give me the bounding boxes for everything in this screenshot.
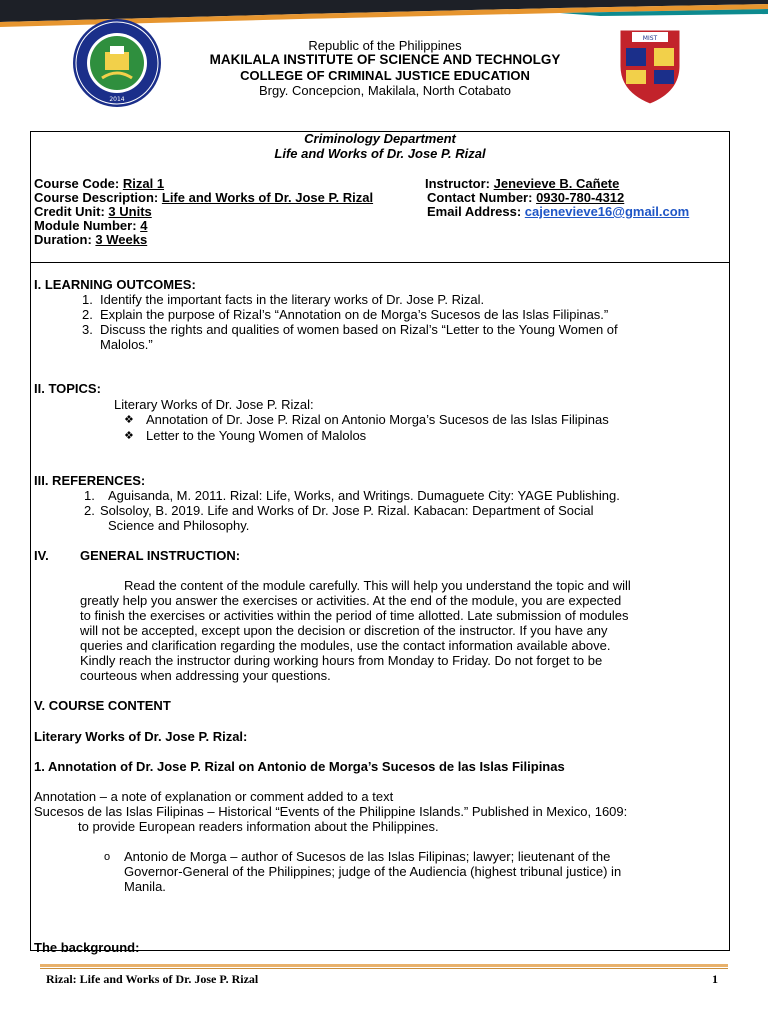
department-title: Criminology Department	[304, 131, 456, 146]
course-code-label: Course Code:	[34, 176, 120, 191]
outcome-3-text: Discuss the rights and qualities of women based on Rizal’s “Letter to the Young Women of	[100, 322, 618, 337]
instructor-value: Jenevieve B. Cañete	[493, 176, 620, 191]
morga-line-3: Manila.	[124, 879, 166, 894]
morga-line-2: Governor-General of the Philippines; judge of the Audiencia (highest tribunal justice) in	[124, 864, 622, 879]
course-content-subheading: Literary Works of Dr. Jose P. Rizal:	[34, 729, 248, 744]
footer-course-title: Rizal: Life and Works of Dr. Jose P. Rizal	[46, 972, 259, 986]
footer-rule	[40, 964, 728, 967]
morga-line-1: Antonio de Morga – author of Sucesos de las Islas Filipinas; lawyer; lieutenant of the	[124, 849, 611, 864]
instructor-row	[425, 176, 619, 191]
module-number-row	[34, 218, 147, 233]
course-content-heading: V. COURSE CONTENT	[34, 698, 171, 713]
svg-text:2014: 2014	[109, 96, 125, 103]
contact-number-value: 0930-780-4312	[536, 190, 625, 205]
topic-2-text: Letter to the Young Women of Malolos	[146, 428, 367, 443]
course-code-value: Rizal 1	[122, 176, 165, 191]
morga-bullet: o	[104, 851, 111, 863]
instruction-line-7: courteous when addressing your questions.	[80, 668, 331, 683]
reference-1-number: 1.	[84, 488, 95, 503]
outcome-3-continuation: Malolos.”	[100, 337, 153, 352]
references-heading: III. REFERENCES:	[34, 473, 146, 488]
reference-2-continuation: Science and Philosophy.	[108, 518, 250, 533]
topics-heading: II. TOPICS:	[34, 381, 101, 396]
topic-1-text: Annotation of Dr. Jose P. Rizal on Antonio Morga’s Sucesos de las Islas Filipinas	[146, 412, 609, 427]
course-description-label: Course Description:	[34, 190, 159, 205]
duration-row	[34, 232, 147, 247]
sucesos-definition-continuation: to provide European readers information about the Philippines.	[78, 819, 439, 834]
institute-seal-logo	[72, 18, 162, 108]
course-description-row	[34, 190, 373, 205]
outcome-3-number: 3.	[82, 322, 93, 337]
module-number-label: Module Number:	[34, 218, 137, 233]
learning-outcomes-heading: I. LEARNING OUTCOMES:	[34, 277, 196, 292]
svg-text:MIST: MIST	[642, 35, 658, 42]
background-heading: The background:	[34, 940, 140, 955]
topic-2-bullet: ❖	[124, 430, 134, 442]
outcome-2-number: 2.	[82, 307, 93, 322]
instruction-heading-number: IV.	[34, 548, 49, 563]
header-institute-name: MAKILALA INSTITUTE OF SCIENCE AND TECHNOLGY	[209, 52, 561, 67]
sucesos-definition: Sucesos de las Islas Filipinas – Historical “Events of the Philippine Islands.” Published in Mexico, 1609:	[34, 804, 628, 819]
credit-unit-row	[34, 204, 152, 219]
annotation-definition: Annotation – a note of explanation or comment added to a text	[34, 789, 394, 804]
contact-number-row	[427, 190, 624, 205]
footer-page-number: 1	[712, 972, 718, 986]
reference-2-number: 2.	[84, 503, 95, 518]
instruction-heading: GENERAL INSTRUCTION:	[80, 548, 241, 563]
module-number-value: 4	[140, 218, 148, 233]
duration-label: Duration:	[34, 232, 92, 247]
header-republic: Republic of the Philippines	[308, 38, 462, 53]
instruction-line-4: will not be accepted, except upon the decision or discretion of the instructor. If you have any	[80, 623, 608, 638]
instruction-line-2: greatly help you answer the exercises or activities. At the end of the module, you are expected	[80, 593, 622, 608]
email-row	[427, 204, 689, 219]
footer-rule-secondary	[40, 968, 728, 969]
email-link[interactable]: cajenevieve16@gmail.com	[524, 204, 690, 219]
course-info-divider	[31, 262, 729, 263]
topic-1-bullet: ❖	[124, 414, 134, 426]
header-address: Brgy. Concepcion, Makilala, North Cotabato	[259, 83, 511, 98]
contact-number-label: Contact Number:	[427, 190, 533, 205]
reference-1-text: Aguisanda, M. 2011. Rizal: Life, Works, and Writings. Dumaguete City: YAGE Publishing.	[108, 488, 620, 503]
outcome-1-number: 1.	[82, 292, 93, 307]
credit-unit-label: Credit Unit:	[34, 204, 105, 219]
outcome-1-text: Identify the important facts in the literary works of Dr. Jose P. Rizal.	[100, 292, 485, 307]
email-label: Email Address:	[427, 204, 522, 219]
course-description-value: Life and Works of Dr. Jose P. Rizal	[161, 190, 374, 205]
course-code-row	[34, 176, 164, 191]
instruction-line-3: to finish the exercises or activities within the period of time allotted. Late submission of modules	[80, 608, 629, 623]
reference-2-text: Solsoloy, B. 2019. Life and Works of Dr. Jose P. Rizal. Kabacan: Department of Social	[100, 503, 594, 518]
instruction-line-1: Read the content of the module carefully. This will help you understand the topic and will	[124, 578, 631, 593]
outcome-2-text: Explain the purpose of Rizal’s “Annotation on de Morga’s Sucesos de las Islas Filipinas.”	[100, 307, 609, 322]
instruction-line-6: Kindly reach the instructor during working hours from Monday to Friday. Do not forget to be	[80, 653, 603, 668]
header-college-name: COLLEGE OF CRIMINAL JUSTICE EDUCATION	[240, 68, 530, 83]
topics-intro: Literary Works of Dr. Jose P. Rizal:	[114, 397, 314, 412]
college-shield-logo	[616, 26, 684, 106]
duration-value: 3 Weeks	[95, 232, 148, 247]
annotation-section-heading: 1. Annotation of Dr. Jose P. Rizal on Antonio de Morga’s Sucesos de las Islas Filipinas	[34, 759, 565, 774]
credit-unit-value: 3 Units	[108, 204, 152, 219]
instructor-label: Instructor:	[425, 176, 490, 191]
instruction-line-5: queries and clarification regarding the modules, use the contact information available above.	[80, 638, 611, 653]
course-title: Life and Works of Dr. Jose P. Rizal	[274, 146, 486, 161]
